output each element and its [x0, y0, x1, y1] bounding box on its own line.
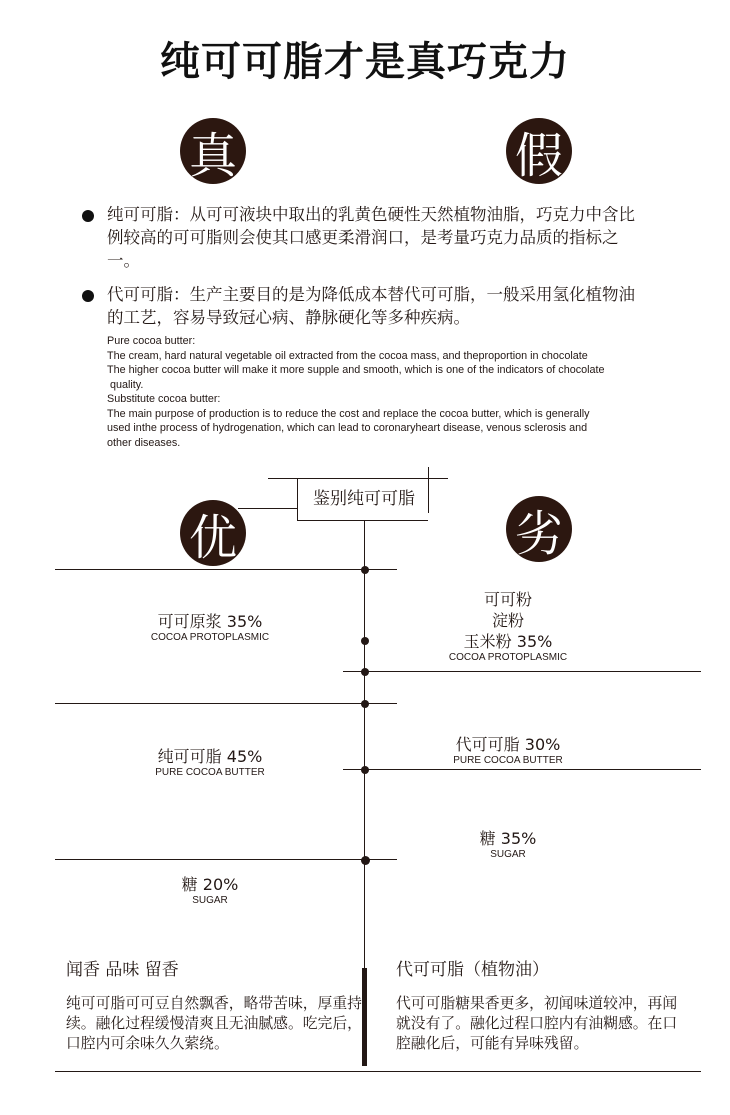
divider-line	[55, 859, 397, 860]
ingredient-name: 可可粉	[483, 590, 532, 609]
ingredient-name: 淀粉	[491, 611, 524, 630]
timeline-dot	[361, 766, 369, 774]
ingredient-name-en: PURE COCOA BUTTER	[453, 755, 563, 766]
bad-badge-label: 劣	[514, 506, 563, 562]
fake-badge	[506, 118, 572, 184]
left-section-heading: 闻香 品味 留香	[66, 960, 179, 980]
english-line: Substitute cocoa butter:	[107, 393, 221, 405]
bullet-point	[82, 210, 94, 222]
identify-label: 鉴别纯可可脂	[313, 489, 415, 509]
right-item-substitute-butter	[408, 734, 608, 766]
ingredient-name: 糖 20%	[181, 875, 239, 894]
page-title: 纯可可脂才是真巧克力	[160, 39, 570, 85]
ingredient-name: 玉米粉 35%	[463, 632, 553, 651]
frame-line	[238, 508, 298, 509]
timeline-dot	[361, 668, 369, 676]
english-line: The higher cocoa butter will make it more supple and smooth, which is one of the indicators of chocolate	[107, 364, 605, 376]
ingredient-name: 糖 35%	[479, 829, 537, 848]
left-item-sugar	[110, 874, 310, 906]
ingredient-name: 代可可脂 30%	[455, 735, 561, 754]
ingredient-name-en: SUGAR	[192, 895, 228, 906]
good-badge-label: 优	[188, 510, 237, 566]
bad-badge	[506, 496, 572, 562]
divider-line	[343, 671, 701, 672]
timeline-bar	[362, 968, 367, 1066]
english-description	[107, 334, 697, 450]
bullet-point	[82, 290, 94, 302]
pure-cocoa-description: 纯可可脂：从可可液块中取出的乳黄色硬性天然植物油脂，巧克力中含比例较高的可可脂则会使其口感更柔滑润口，是考量巧克力品质的指标之一。	[107, 205, 635, 270]
ingredient-name-en: SUGAR	[490, 849, 526, 860]
bottom-divider-line	[55, 1071, 701, 1072]
ingredient-name-en: PURE COCOA BUTTER	[155, 767, 265, 778]
english-line: Pure cocoa butter:	[107, 335, 196, 347]
english-line: The cream, hard natural vegetable oil extracted from the cocoa mass, and theproportion in chocolate	[107, 349, 588, 362]
frame-line	[297, 520, 428, 521]
timeline-dot	[361, 637, 369, 645]
left-section-body: 纯可可脂可可豆自然飘香，略带苦味，厚重持续。融化过程缓慢清爽且无油腻感。吃完后，口腔内可余味久久萦绕。	[66, 995, 362, 1052]
right-item-powders	[408, 589, 608, 663]
left-item-cocoa-butter	[110, 746, 310, 778]
right-section-body: 代可可脂糖果香更多，初闻味道较冲，再闻就没有了。融化过程口腔内有油糊感。在口腔融化后，可能有异味残留。	[396, 995, 678, 1052]
real-badge	[180, 118, 246, 184]
english-line: other diseases.	[107, 436, 181, 449]
divider-line	[55, 703, 397, 704]
fake-badge-label: 假	[514, 128, 563, 184]
english-line: quality.	[107, 378, 144, 391]
divider-line	[343, 769, 701, 770]
real-badge-label: 真	[188, 128, 237, 184]
timeline-dot	[361, 700, 369, 708]
divider-line	[55, 569, 397, 570]
ingredient-name-en: COCOA PROTOPLASMIC	[150, 632, 270, 643]
right-section-heading: 代可可脂（植物油）	[396, 960, 549, 980]
substitute-cocoa-description: 代可可脂：生产主要目的是为降低成本替代可可脂，一般采用氢化植物油的工艺，容易导致冠心病、静脉硬化等多种疾病。	[107, 285, 635, 327]
left-item-cocoa-mass	[110, 611, 310, 643]
english-line: The main purpose of production is to reduce the cost and replace the cocoa butter, which is generally	[107, 407, 590, 420]
ingredient-name: 纯可可脂 45%	[157, 747, 263, 766]
timeline-dot	[361, 566, 369, 574]
english-line: used inthe process of hydrogenation, which can lead to coronaryheart disease, venous sclerosis and	[107, 422, 588, 434]
ingredient-name-en: COCOA PROTOPLASMIC	[448, 652, 568, 663]
frame-line	[268, 478, 448, 479]
ingredient-name: 可可原浆 35%	[157, 612, 263, 631]
frame-line	[297, 478, 298, 520]
good-badge	[180, 500, 246, 566]
frame-line	[428, 467, 429, 513]
timeline-dot	[361, 856, 370, 865]
right-item-sugar	[408, 828, 608, 860]
timeline-line	[364, 520, 365, 970]
